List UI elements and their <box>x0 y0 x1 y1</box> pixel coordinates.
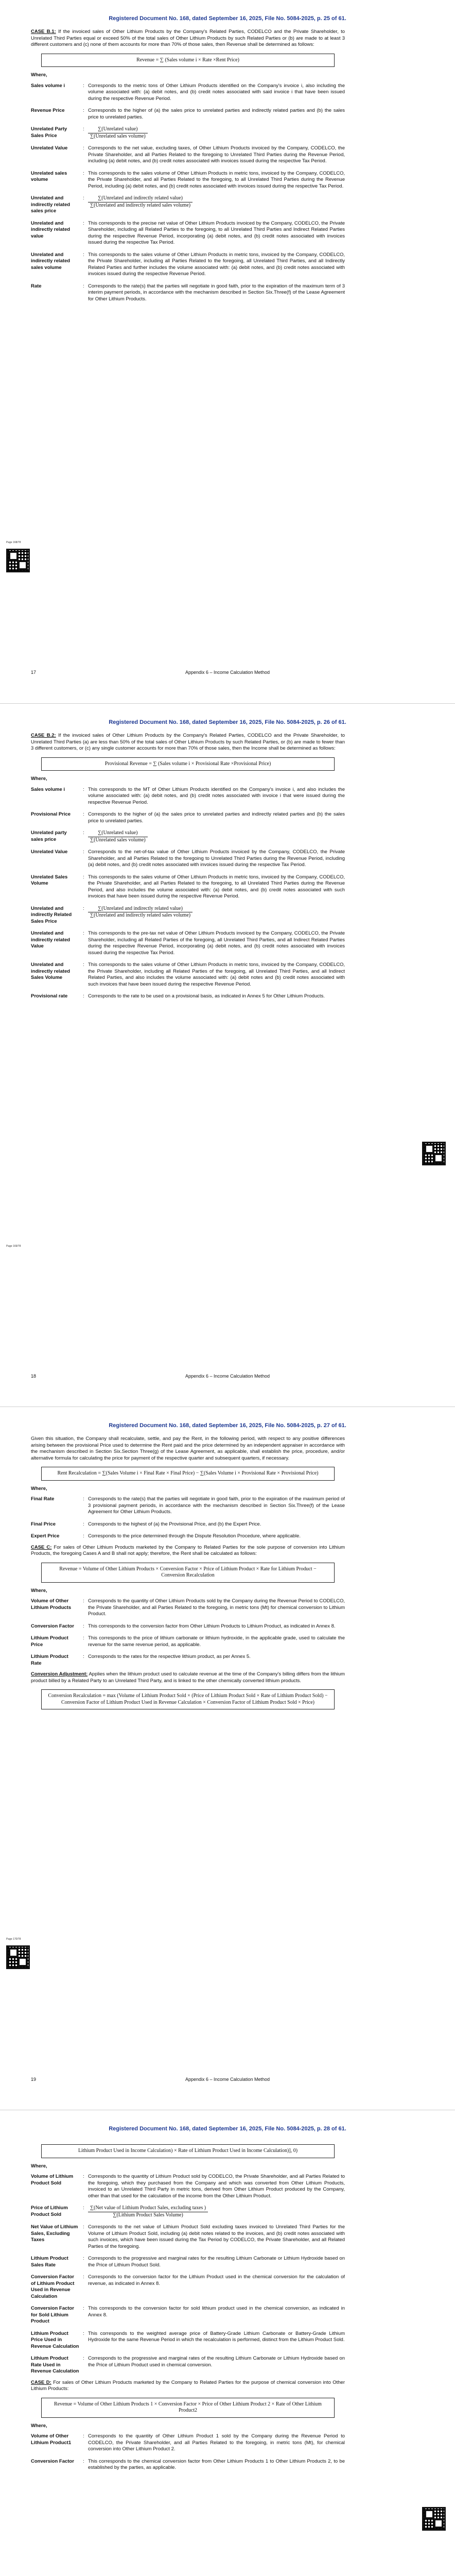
definition-term: Volume of Other Lithium Products <box>31 1598 72 1611</box>
definitions-table <box>31 82 345 308</box>
definition-term: Price of Lithium Product Sold <box>31 2205 68 2217</box>
side-page-label: Page 169/78 <box>6 1245 21 1248</box>
definition-text: Corresponds to the progressive and marginal rates for the resulting Lithium Carbonate or Lithium Hydroxide based on the Price of Lithium Product Sold. <box>88 2256 345 2268</box>
conversion-recalculation-formula: Conversion Recalculation = max (Volume of Lithium Product Sold × (Price of Lithium Product Sold × Rate of Lithium Product Sold) − Conversion Factor of Lithium Product Used in Revenue Calculation × Conversion Factor of Lithium Product Sold × Price) <box>41 1689 335 1709</box>
definition-text: This corresponds to the MT of Other Lithium Products identified on the Company's invoice i, and also includes the volume associated with: (a) debit notes, and (b) credit notes associated with invoice i that were issued during the respective Revenue Period. <box>88 786 345 805</box>
page-body <box>31 2139 345 2476</box>
document-page-3 <box>0 1406 455 2110</box>
conversion-adjustment-paragraph <box>31 1671 345 1684</box>
definition-row: Volume of Lithium Product Sold : Corresponds to the quantity of Lithium Product sold by CODELCO, the Private Shareholder, and all Parties Related to the foregoing, which they purchased from the Company and which was converted from Other Lithium Products, invoiced to an Unrelated Third Party in metric tons, derived from Other Lithium Product produced by the Company, other than that used for the calculation of the income from the Other Lithium Product. <box>31 2173 345 2204</box>
definition-term: Conversion Factor for Sold Lithium Product <box>31 2306 74 2324</box>
definition-row: Volume of Other Lithium Products : Corresponds to the quantity of Other Lithium Products sold by the Company during the Revenue Period to CODELCO, the Private Shareholder, and all Parties Related to the foregoing, in metric tons (Mt) for chemical conversion to Lithium Product. <box>31 1597 345 1622</box>
definition-row: Provisional rate : Corresponds to the rate to be used on a provisional basis, as indicated in Annex 5 for Other Lithium Products. <box>31 992 345 1005</box>
definition-term: Final Rate <box>31 1496 55 1502</box>
side-page-label: Page 170/78 <box>6 1938 21 1941</box>
definition-row: Unrelated party sales price : $\frac{\text{∑(Unrelated value)}}{\text{∑(Unrelated sales volume)}}$ <box>31 829 345 848</box>
case-c-formula: Revenue = Volume of Other Lithium Products × Conversion Factor × Price of Lithium Product × Rate for Lithium Product − Conversion Recalculation <box>41 1563 335 1583</box>
fraction-denominator: ∑(Lithium Product Sales Volume) <box>113 2212 183 2218</box>
case-label: CASE D: <box>31 2379 51 2385</box>
definition-text: This corresponds to the price of lithium carbonate or lithium hydroxide, in the applicable grade, used to calculate the revenue for the same revenue period, as applicable. <box>88 1635 345 1648</box>
where-label: Where, <box>31 72 47 78</box>
conversion-label: Conversion Adjustment: <box>31 1671 88 1677</box>
definition-row: Revenue Price : Corresponds to the higher of (a) the sales price to unrelated parties and indirectly related parties and (b) the sales price to unrelated parties. <box>31 107 345 125</box>
fraction-numerator: ∑(Unrelated value) <box>88 126 148 133</box>
page-number: 19 <box>31 2077 37 2082</box>
footer-title: Appendix 6 – Income Calculation Method <box>185 670 270 675</box>
definition-term: Lithium Product Rate <box>31 1654 68 1666</box>
definition-text: Corresponds to the quantity of Other Lithium Products sold by the Company during the Revenue Period to CODELCO, the Private Shareholder, and all Parties Related to the foregoing, in metric tons (Mt) for chemical conversion to Lithium Product. <box>88 1598 345 1617</box>
definitions-table <box>31 1495 345 1545</box>
definition-term: Volume of Lithium Product Sold <box>31 2174 74 2186</box>
page-body <box>31 1436 345 1715</box>
definition-row: Net Value of Lithium Sales, Excluding Taxes : Corresponds to the net value of Lithium Product Sold excluding taxes invoiced to Unrelated Third Parties for the Volume of Lithium Product Sold, including (a) debit notes related to the invoices, and (b) credit notes associated with such invoices, which have been issued during the Tax Period by CODELCO, the Private Shareholder, and all Related Parties of the foregoing. <box>31 2223 345 2255</box>
definition-text: This corresponds to the conversion factor from Other Lithium Products to Lithium Product, as indicated in Annex 8. <box>88 1623 336 1629</box>
page-header: Registered Document No. 168, dated September 16, 2025, File No. 5084-2025, p. 26 of 61. <box>109 719 346 725</box>
definition-row: Sales volume i : This corresponds to the MT of Other Lithium Products identified on the Company's invoice i, and also includes the volume associated with: (a) debit notes, and (b) credit notes associated with invoice i that were issued during the respective Revenue Period. <box>31 786 345 811</box>
definition-row: Final Price : Corresponds to the highest of (a) the Provisional Price, and (b) the Expert Price. <box>31 1520 345 1533</box>
definition-term: Unrelated sales volume <box>31 170 67 182</box>
definition-term: Unrelated Value <box>31 849 68 855</box>
definition-text: Corresponds to the rates for the respective lithium product, as per Annex 5. <box>88 1654 251 1659</box>
where-label: Where, <box>31 1485 47 1492</box>
page-number: 18 <box>31 1374 37 1379</box>
definition-text: Corresponds to the higher of (a) the sales price to unrelated parties and indirectly related parties and (b) the sales price to unrelated parties. <box>88 108 345 120</box>
case-c-paragraph <box>31 1545 345 1557</box>
definition-term: Rate <box>31 283 42 289</box>
definition-row: Unrelated sales volume : This corresponds to the sales volume of Other Lithium Products in metric tons, invoiced by the Company, CODELCO, the Private Shareholder, and all Parties Related to the foregoing, to all Unrelated Third Parties during the Revenue Period, including (a) debit notes, and (b) credit notes associated with invoices issued during the respective Tax Period. <box>31 170 345 195</box>
definition-text: Corresponds to the rate to be used on a provisional basis, as indicated in Annex 5 for Other Lithium Products. <box>88 993 325 999</box>
definition-text: This corresponds to the sales volume of Other Lithium Products in metric tons, invoiced by the Company, CODELCO, the Private Shareholder, and all Parties Related to the foregoing, to all Unrelated Third Parties during the Revenue Period, and also includes the volume associated with: (a) debit notes, and (b) credit notes associated with such invoices that have been issued during the respective Revenue Period. <box>88 874 345 899</box>
footer-title: Appendix 6 – Income Calculation Method <box>185 1374 270 1379</box>
fraction-denominator: ∑(Unrelated and indirectly related sales volume) <box>90 202 191 208</box>
definition-row: Conversion Factor : This corresponds to the chemical conversion factor from Other Lithium Products 1 to Other Lithium Products 2, to be established by the parties, as applicable. <box>31 2458 345 2476</box>
page-body <box>31 733 345 1005</box>
fraction-numerator: ∑(Unrelated value) <box>88 830 148 837</box>
definition-term: Lithium Product Rate Used in Revenue Calculation <box>31 2355 79 2374</box>
case-label: CASE B.1: <box>31 29 56 35</box>
where-label: Where, <box>31 1587 47 1594</box>
definition-row: Unrelated and indirectly related Sales Volume : This corresponds to the sales volume of Other Lithium Products in metric tons, invoiced by the Company, CODELCO, the Private Shareholder, including all Related Parties of the foregoing, all Unrelated Third Parties, and all Indirect Related Parties, and also includes the volume associated with: (a) debit notes and (b) credit notes associated with such invoices that have been issued during the respective Revenue Period. <box>31 961 345 992</box>
revenue-formula: Revenue = ∑ (Sales volume i × Rate ×Rent Price) <box>41 54 335 67</box>
definitions-table <box>31 1597 345 1671</box>
definition-text: Corresponds to the price determined through the Dispute Resolution Procedure, where applicable. <box>88 1533 301 1539</box>
definition-term: Net Value of Lithium Sales, Excluding Taxes <box>31 2224 78 2243</box>
intro-paragraph <box>31 29 345 48</box>
definition-term: Sales volume i <box>31 786 65 792</box>
definition-term: Unrelated and indirectly related Sales Volume <box>31 962 71 980</box>
definition-term: Provisional Price <box>31 811 71 817</box>
definition-term: Unrelated and indirectly related sales price <box>31 195 71 214</box>
definition-row: Lithium Product Rate : Corresponds to the rates for the respective lithium product, as per Annex 5. <box>31 1653 345 1671</box>
definition-row: Price of Lithium Product Sold : $\frac{\text{∑(Net value of Lithium Product Sales, excluding taxes )}}{\text{∑(Lithium Product Sales Volume)}}$ <box>31 2204 345 2223</box>
intro-paragraph <box>31 733 345 752</box>
fraction-numerator: ∑(Unrelated and indirectly related value) <box>88 906 192 913</box>
definition-text: This corresponds to the weighted average price of Battery-Grade Lithium Carbonate or Battery-Grade Lithium Hydroxide for the same Revenue Period in which the recalculation is performed, distinct from the Lithium Product Sold. <box>88 2330 345 2343</box>
case-label: CASE C: <box>31 1544 52 1550</box>
definition-text: Corresponds to the quantity of Other Lithium Product 1 sold by the Company during the Revenue Period to CODELCO, the Private Shareholder, and all Parties Related to the foregoing, in metric tons (Mt), for chemical conversion into Other Lithium Product 2. <box>88 2433 345 2452</box>
fraction-numerator: ∑(Unrelated and indirectly related value) <box>88 195 192 202</box>
qr-code-icon <box>6 1945 30 1969</box>
definition-row: Final Rate : Corresponds to the rate(s) that the parties will negotiate in good faith, prior to the expiration of the maximum period of 3 provisional payment periods, in accordance with the mechanism described in Section Six.Three(f) of the Lease Agreement for Other Lithium Products. <box>31 1495 345 1520</box>
definition-term: Unrelated and indirectly related value <box>31 220 71 239</box>
definition-text: This corresponds to the precise net value of Other Lithium Products invoiced by the Company, CODELCO, the Private Shareholder, including all Related Parties to the foregoing, to all Unrelated Third Parties and Indirect Related Parties during the respective Revenue Period, incorporating (a) debit notes, and (b) credit notes associated with invoices issued during the respective Tax Period. <box>88 220 345 245</box>
intro-text: If the invoiced sales of Other Lithium Products by the Company's Related Parties, CODELCO and the Private Shareholder, to Unrelated Third Parties (a) are less than 50% of the total sales of Other Lithium Products by such Related Parties, or (b) are made to fewer than 3 different customers, or (c) any single customer accounts for more than 70% of those sales, then the Income shall be determined as follows: <box>31 733 345 751</box>
definition-row: Provisional Price : Corresponds to the higher of (a) the sales price to unrelated parties and indirectly related parties and (b) the sales price to unrelated parties. <box>31 810 345 829</box>
fraction <box>88 906 192 919</box>
page-header: Registered Document No. 168, dated September 16, 2025, File No. 5084-2025, p. 28 of 61. <box>109 2126 346 2132</box>
definition-text: This corresponds to the pre-tax net value of Other Lithium Products invoiced by the Company, CODELCO, the Private Shareholder, including all Related Parties of the foregoing, all Unrelated Third Parties, and all Indirect Related Parties during the respective Revenue Period, incorporating (a) debit notes, and (b) credit notes associated with invoices issued during the respective Tax Period. <box>88 930 345 956</box>
definition-text: Corresponds to the rate(s) that the parties will negotiate in good faith, prior to the expiration of the maximum term of 3 interim payment periods, in accordance with the mechanism described in Section Six.Three(f) of the Lease Agreement for Other Lithium Products. <box>88 283 345 302</box>
page-header: Registered Document No. 168, dated September 16, 2025, File No. 5084-2025, p. 25 of 61. <box>109 15 346 22</box>
definition-text: This corresponds to the sales volume of Other Lithium Products in metric tons, invoiced by the Company, CODELCO, the Private Shareholder, including all Related Parties of the foregoing, all Unrelated Third Parties, and all Indirect Related Parties, and also includes the volume associated with: (a) debit notes and (b) credit notes associated with such invoices that have been issued during the respective Revenue Period. <box>88 962 345 987</box>
definition-row: Conversion Factor of Lithium Product Used in Revenue Calculation : Corresponds to the conversion factor for the Lithium Product used in the chemical conversion for the calculation of revenue, as indicated in Annex 8. <box>31 2273 345 2304</box>
definition-text: Corresponds to the quantity of Lithium Product sold by CODELCO, the Private Shareholder, and all Parties Related to the foregoing, which they purchased from the Company and which was converted from Other Lithium Products, invoiced to an Unrelated Third Party in metric tons, derived from Other Lithium Product produced by the Company, other than that used for the calculation of the income from the Other Lithium Product. <box>88 2174 345 2199</box>
definition-term: Revenue Price <box>31 108 65 113</box>
definition-text: Corresponds to the conversion factor for the Lithium Product used in the chemical conversion for the calculation of revenue, as indicated in Annex 8. <box>88 2274 345 2286</box>
definition-term: Unrelated and indirectly related Value <box>31 930 71 949</box>
definition-row: Conversion Factor for Sold Lithium Product : This corresponds to the conversion factor for sold lithium product used in the chemical conversion, as indicated in Annex 8. <box>31 2304 345 2330</box>
definition-text: Corresponds to the rate(s) that the parties will negotiate in good faith, prior to the expiration of the maximum period of 3 provisional payment periods, in accordance with the mechanism described in Section Six.Three(f) of the Lease Agreement for Other Lithium Products. <box>88 1496 345 1515</box>
fraction-denominator: ∑(Unrelated sales volume) <box>90 837 146 843</box>
definition-row: Unrelated and indirectly related Value : This corresponds to the pre-tax net value of Other Lithium Products invoiced by the Company, CODELCO, the Private Shareholder, including all Related Parties of the foregoing, all Unrelated Third Parties, and all Indirect Related Parties during the respective Revenue Period, incorporating (a) debit notes, and (b) credit notes associated with invoices issued during the respective Tax Period. <box>31 929 345 961</box>
definition-row: Expert Price : Corresponds to the price determined through the Dispute Resolution Procedure, where applicable. <box>31 1532 345 1545</box>
where-label: Where, <box>31 2422 47 2429</box>
case-d-paragraph <box>31 2380 345 2393</box>
definition-term: Lithium Product Sales Rate <box>31 2256 68 2268</box>
provisional-revenue-formula: Provisional Revenue = ∑ (Sales volume i × Provisional Rate ×Provisional Price) <box>41 757 335 771</box>
page-body <box>31 29 345 307</box>
definition-term: Sales volume i <box>31 82 65 89</box>
qr-code-icon <box>422 2507 446 2531</box>
definition-text: This corresponds to the conversion factor for sold lithium product used in the chemical conversion, as indicated in Annex 8. <box>88 2306 345 2318</box>
definitions-table <box>31 2173 345 2380</box>
definition-row: Lithium Product Sales Rate : Corresponds to the progressive and marginal rates for the resulting Lithium Carbonate or Lithium Hydroxide based on the Price of Lithium Product Sold. <box>31 2255 345 2273</box>
fraction <box>88 2205 208 2218</box>
definition-row: Unrelated Sales Volume : This corresponds to the sales volume of Other Lithium Products in metric tons, invoiced by the Company, CODELCO, the Private Shareholder, and all Parties Related to the foregoing, to all Unrelated Third Parties during the Revenue Period, and also includes the volume associated with: (a) debit notes, and (b) credit notes associated with such invoices that have been issued during the respective Revenue Period. <box>31 873 345 905</box>
intro-paragraph: Given this situation, the Company shall recalculate, settle, and pay the Rent, in the following period, with respect to any positive differences arising between the provisional Price used to determine the Rent paid and the price determined by an independent appraiser in accordance with the mechanism described in Section Six.Section Three(g) of the Lease Agreement, as applicable, shall establish the price, procedure, and/or alternative formula for calculating the price for payment of the respective quarter and subsequent quarters, if necessary. <box>31 1436 345 1461</box>
definition-term: Unrelated and indirectly Related Sales Price <box>31 905 72 924</box>
definition-term: Unrelated party sales price <box>31 830 67 842</box>
definition-row: Volume of Other Lithium Product1 : Corresponds to the quantity of Other Lithium Product 1 sold by the Company during the Revenue Period to CODELCO, the Private Shareholder, and all Parties Related to the foregoing, in metric tons (Mt), for chemical conversion into Other Lithium Product 2. <box>31 2432 345 2458</box>
definition-row: Unrelated Value : Corresponds to the net value, excluding taxes, of Other Lithium Products invoiced by the Company, CODELCO, the Private Shareholder, and all Parties Related to the foregoing to Unrelated Third Parties during the Revenue Period, including (a) debit notes, and (b) credit notes associated with invoices issued during the respective Tax Period. <box>31 144 345 170</box>
fraction <box>88 195 192 209</box>
definition-text: Corresponds to the higher of (a) the sales price to unrelated parties and indirectly related parties and (b) the sales price to unrelated parties. <box>88 811 345 824</box>
definition-text: Corresponds to the net-of-tax value of Other Lithium Products invoiced by the Company, CODELCO, the Private Shareholder, and all Parties Related to the foregoing to Unrelated Third Parties during the Revenue Period, including (a) debit notes, and (b) credit notes associated with invoices issued during the respective Tax Period. <box>88 849 345 868</box>
definition-text: Corresponds to the metric tons of Other Lithium Products identified on the Company's invoice i, also including the volume associated with: (a) debit notes, and (b) credit notes associated with said invoice i that have been issued during the respective Revenue Period. <box>88 82 345 101</box>
definition-term: Unrelated Value <box>31 145 68 151</box>
page-number: 17 <box>31 670 37 675</box>
definition-term: Conversion Factor <box>31 1623 74 1629</box>
definition-text: Corresponds to the progressive and marginal rates of the resulting Lithium Carbonate or Lithium Hydroxide based on the Price of Lithium Product used in chemical conversion. <box>88 2355 345 2368</box>
definition-term: Provisional rate <box>31 993 68 999</box>
case-d-formula: Revenue = Volume of Other Lithium Products 1 × Conversion Factor × Price of Other Lithium Product 2 × Rate of Other Lithium Product2 <box>41 2398 335 2418</box>
definition-term: Volume of Other Lithium Product1 <box>31 2433 72 2446</box>
conversion-recalculation-formula-continued: Lithium Product Used in Income Calculation) × Rate of Lithium Product Used in Income Calculation)], 0) <box>41 2144 335 2158</box>
intro-text: If the invoiced sales of Other Lithium Products by the Company's Related Parties, CODELCO and the Private Shareholder, to Unrelated Third Parties equal or exceed 50% of the total sales of Other Lithium Products by such Related Parties or (b) are made to at least 3 different customers and (c) none of them accounts for more than 70% of those sales, then Revenue shall be determined as follows: <box>31 29 345 47</box>
fraction <box>88 830 148 843</box>
definition-row: Unrelated and indirectly related value : This corresponds to the precise net value of Other Lithium Products invoiced by the Company, CODELCO, the Private Shareholder, including all Related Parties to the foregoing, to all Unrelated Third Parties and Indirect Related Parties during the respective Revenue Period, incorporating (a) debit notes, and (b) credit notes associated with invoices issued during the respective Tax Period. <box>31 219 345 251</box>
case-label: CASE B.2: <box>31 733 56 738</box>
definition-row: Unrelated Party Sales Price : $\frac{\text{∑(Unrelated value)}}{\text{∑(Unrelated sales volume)}}$ <box>31 125 345 144</box>
fraction <box>88 126 148 140</box>
definition-text: This corresponds to the sales volume of Other Lithium Products in metric tons, invoiced by the Company, CODELCO, the Private Shareholder, and all Parties Related to the foregoing, to all Unrelated Third Parties during the Revenue Period, including (a) debit notes, and (b) credit notes associated with invoices issued during the respective Tax Period. <box>88 170 345 189</box>
definition-text: Corresponds to the highest of (a) the Provisional Price, and (b) the Expert Price. <box>88 1521 261 1527</box>
definition-row: Unrelated Value : Corresponds to the net-of-tax value of Other Lithium Products invoiced by the Company, CODELCO, the Private Shareholder, and all Parties Related to the foregoing to Unrelated Third Parties during the Revenue Period, including (a) debit notes, and (b) credit notes associated with invoices issued during the respective Tax Period. <box>31 848 345 873</box>
document-page-2 <box>0 703 455 1406</box>
fraction-denominator: ∑(Unrelated and indirectly related sales volume) <box>90 912 191 918</box>
qr-code-icon <box>422 1142 446 1165</box>
definition-term: Conversion Factor of Lithium Product Used in Revenue Calculation <box>31 2274 75 2299</box>
fraction-numerator: ∑(Net value of Lithium Product Sales, excluding taxes ) <box>88 2205 208 2212</box>
definition-term: Final Price <box>31 1521 56 1527</box>
definition-row: Unrelated and indirectly Related Sales Price : $\frac{\text{∑(Unrelated and indirectly related value)}}{\text{∑(Unrelated and indirectly related sales volume)}}$ <box>31 905 345 930</box>
definition-row: Unrelated and indirectly related sales price : $\frac{\text{∑(Unrelated and indirectly related value)}}{\text{∑(Unrelated and indirectly related sales volume)}}$ <box>31 194 345 219</box>
definition-row: Rate : Corresponds to the rate(s) that the parties will negotiate in good faith, prior to the expiration of the maximum term of 3 interim payment periods, in accordance with the mechanism described in Section Six.Three(f) of the Lease Agreement for Other Lithium Products. <box>31 282 345 308</box>
case-c-text: For sales of Other Lithium Products marketed by the Company to Related Parties for the sole purpose of conversion into Lithium Products, the foregoing Cases A and B shall not apply; therefore, the Rent shall be calculated as follows: <box>31 1544 345 1556</box>
definition-term: Conversion Factor <box>31 2458 74 2464</box>
definition-text: Corresponds to the net value of Lithium Product Sold excluding taxes invoiced to Unrelated Third Parties for the Volume of Lithium Product Sold, including (a) debit notes related to the invoices, and (b) credit notes associated with such invoices, which have been issued during the Tax Period by CODELCO, the Private Shareholder, and all Related Parties of the foregoing. <box>88 2224 345 2249</box>
definition-term: Lithium Product Price <box>31 1635 68 1648</box>
side-page-label: Page 168/78 <box>6 541 21 544</box>
footer-title: Appendix 6 – Income Calculation Method <box>185 2077 270 2082</box>
definition-term: Unrelated Sales Volume <box>31 874 68 886</box>
where-label: Where, <box>31 2163 47 2169</box>
definition-row: Lithium Product Rate Used in Revenue Calculation : Corresponds to the progressive and marginal rates of the resulting Lithium Carbonate or Lithium Hydroxide based on the Price of Lithium Product used in chemical conversion. <box>31 2354 345 2380</box>
rent-recalculation-formula: Rent Recalculation = ∑(Sales Volume i × Final Rate × Final Price) − ∑(Sales Volume i × Provisional Rate × Provisional Price) <box>41 1467 335 1481</box>
page-header: Registered Document No. 168, dated September 16, 2025, File No. 5084-2025, p. 27 of 61. <box>109 1422 346 1429</box>
definition-term: Lithium Product Price Used in Revenue Calculation <box>31 2330 79 2349</box>
where-label: Where, <box>31 776 47 782</box>
document-page-4 <box>0 2110 455 2576</box>
definition-term: Unrelated Party Sales Price <box>31 126 67 139</box>
definition-term: Expert Price <box>31 1533 60 1539</box>
document-page-1 <box>0 0 455 703</box>
qr-code-icon <box>6 549 30 572</box>
case-d-text: For sales of Other Lithium Products marketed by the Company to Related Parties for the purpose of chemical conversion into Other Lithium Products: <box>31 2379 345 2392</box>
definition-row: Sales volume i : Corresponds to the metric tons of Other Lithium Products identified on the Company's invoice i, also including the volume associated with: (a) debit notes, and (b) credit notes associated with said invoice i that have been issued during the respective Revenue Period. <box>31 82 345 107</box>
definitions-table <box>31 2432 345 2476</box>
fraction-denominator: ∑(Unrelated sales volume) <box>90 133 146 139</box>
definition-row: Unrelated and indirectly related sales volume : This corresponds to the sales volume of Other Lithium Products in metric tons, invoiced by the Company, CODELCO, the Private Shareholder, including all Parties Related to the foregoing, all Unrelated Third Parties, and all Indirectly Related Parties and further includes the volume associated with: (a) debit notes, and (b) credit notes associated with invoices issued during the respective Revenue Period. <box>31 251 345 282</box>
definition-row: Conversion Factor : This corresponds to the conversion factor from Other Lithium Products to Lithium Product, as indicated in Annex 8. <box>31 1622 345 1635</box>
conversion-text: Applies when the lithium product used to calculate revenue at the time of the Company's billing differs from the lithium product billed by a Related Party to an Unrelated Third Party, and is linked to the other chemically converted lithium products. <box>31 1671 345 1684</box>
definition-row: Lithium Product Price Used in Revenue Calculation : This corresponds to the weighted average price of Battery-Grade Lithium Carbonate or Battery-Grade Lithium Hydroxide for the same Revenue Period in which the recalculation is performed, distinct from the Lithium Product Sold. <box>31 2330 345 2355</box>
definitions-table <box>31 786 345 1005</box>
definition-text: This corresponds to the sales volume of Other Lithium Products in metric tons, invoiced by the Company, CODELCO, the Private Shareholder, including all Parties Related to the foregoing, all Unrelated Third Parties, and all Indirectly Related Parties and further includes the volume associated with: (a) debit notes, and (b) credit notes associated with invoices issued during the respective Revenue Period. <box>88 251 345 277</box>
definition-text: This corresponds to the chemical conversion factor from Other Lithium Products 1 to Other Lithium Products 2, to be established by the parties, as applicable. <box>88 2458 345 2470</box>
definition-text: Corresponds to the net value, excluding taxes, of Other Lithium Products invoiced by the Company, CODELCO, the Private Shareholder, and all Parties Related to the foregoing to Unrelated Third Parties during the Revenue Period, including (a) debit notes, and (b) credit notes associated with invoices issued during the respective Tax Period. <box>88 145 345 164</box>
definition-row: Lithium Product Price : This corresponds to the price of lithium carbonate or lithium hydroxide, in the applicable grade, used to calculate the revenue for the same revenue period, as applicable. <box>31 1634 345 1653</box>
definition-term: Unrelated and indirectly related sales volume <box>31 251 71 270</box>
